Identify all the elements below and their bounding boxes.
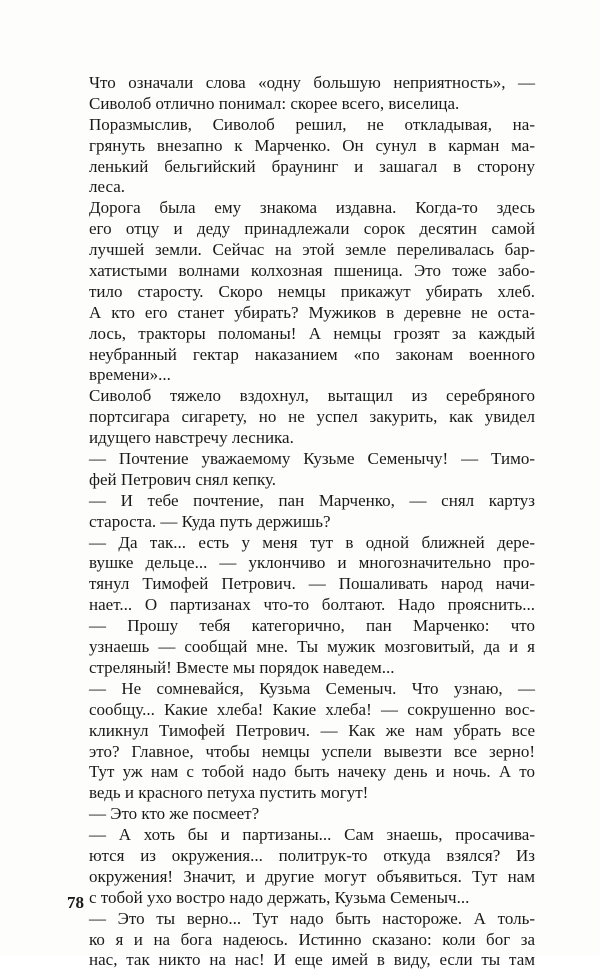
- text-line: Сиволоб отлично понимал: скорее всего, виселица.: [89, 93, 460, 113]
- text-line: это? Главное, чтобы немцы успели вывезти все зерно!: [89, 741, 535, 761]
- text-line: — И тебе почтение, пан Марченко, — снял картуз: [89, 490, 535, 510]
- text-line: хатистыми волнами колхозная пшеница. Это тоже забо-: [89, 261, 535, 281]
- text-line: кликнул Тимофей Петрович. — Как же нам убрать все: [89, 720, 535, 740]
- text-line: ленький бельгийский браунинг и зашагал в сторону: [89, 156, 535, 176]
- text-line: староста. — Куда путь держишь?: [89, 511, 331, 531]
- text-line: стреляный! Вместе мы порядок наведем...: [89, 657, 395, 677]
- text-line: Дорога была ему знакома издавна. Когда-то здесь: [89, 198, 535, 218]
- text-line: Поразмыслив, Сиволоб решил, не откладывая, на-: [89, 114, 535, 134]
- text-line: нас, так никто на нас! И еще имей в виду, если ты там: [89, 950, 535, 970]
- text-line: А кто его станет убирать? Мужиков в деревне не оста-: [89, 302, 535, 322]
- text-line: вушке дельце... — уклончиво и многозначительно про-: [89, 553, 535, 573]
- text-line: Что означали слова «одну большую неприятность», —: [89, 73, 535, 92]
- text-line: Сиволоб тяжело вздохнул, вытащил из серебряного: [89, 386, 535, 406]
- text-line: времени»...: [89, 365, 171, 385]
- page-number: 78: [67, 893, 84, 912]
- text-line: лучшей земли. Сейчас на этой земле переливалась бар-: [89, 240, 535, 260]
- text-line: — Прошу тебя категорично, пан Марченко: что: [89, 616, 535, 636]
- text-line: неубранный гектар наказанием «по законам военного: [89, 344, 535, 364]
- body-text: [89, 73, 535, 971]
- text-line: — Да так... есть у меня тут в одной ближней дере-: [89, 532, 535, 552]
- text-line: — Это кто же посмеет?: [89, 804, 260, 824]
- text-line: — Не сомневайся, Кузьма Семеныч. Что узнаю, —: [89, 678, 535, 698]
- text-line: ются из окружения... политрук-то откуда взялся? Из: [89, 845, 535, 865]
- text-line: — Это ты верно... Тут надо быть настороже. А толь-: [89, 908, 535, 928]
- text-line: фей Петрович снял кепку.: [89, 469, 277, 489]
- text-line: тянул Тимофей Петрович. — Пошаливать народ начи-: [89, 574, 535, 594]
- text-line: ко я и на бога надеюсь. Истинно сказано: коли бог за: [89, 929, 535, 949]
- text-line: идущего навстречу лесника.: [89, 428, 294, 448]
- text-line: леса.: [89, 177, 126, 197]
- text-line: лось, тракторы поломаны! А немцы грозят за каждый: [89, 323, 535, 343]
- text-line: сообщу... Какие хлеба! Какие хлеба! — сокрушенно вос-: [89, 699, 535, 719]
- text-line: окружения! Значит, и другие могут объявиться. Тут нам: [89, 866, 535, 886]
- text-line: узнаешь — сообщай мне. Ты мужик мозговитый, да и я: [89, 637, 535, 657]
- text-line: нает... О партизанах что-то болтают. Надо прояснить...: [89, 595, 535, 615]
- text-line: грянуть внезапно к Марченко. Он сунул в карман ма-: [89, 135, 535, 155]
- text-line: тило старосту. Скоро немцы прикажут убирать хлеб.: [89, 281, 535, 301]
- text-line: с тобой ухо востро надо держать, Кузьма Семеныч...: [89, 887, 470, 907]
- text-line: портсигара сигарету, но не успел закурить, как увидел: [89, 407, 535, 427]
- text-line: ведь и красного петуха пустить могут!: [89, 783, 369, 803]
- text-line: Тут уж нам с тобой надо быть начеку день и ночь. А то: [89, 762, 535, 782]
- text-line: — Почтение уважаемому Кузьме Семенычу! — Тимо-: [89, 449, 535, 469]
- text-line: — А хоть бы и партизаны... Сам знаешь, просачива-: [89, 825, 535, 845]
- text-line: его отцу и деду принадлежали сорок десятин самой: [89, 219, 535, 239]
